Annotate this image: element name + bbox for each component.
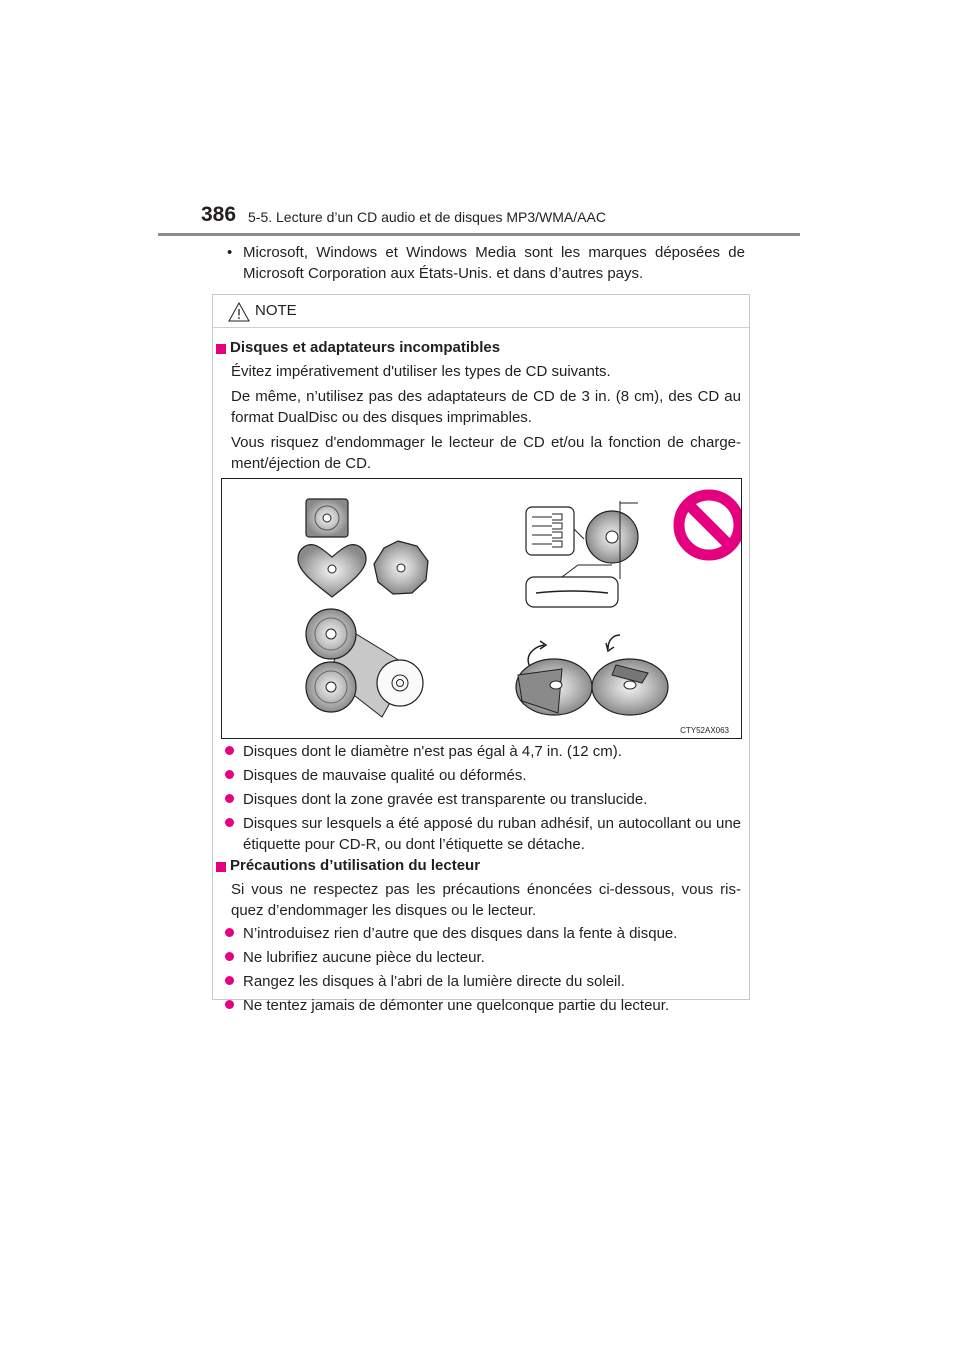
list-item-text: Rangez les disques à l’abri de la lumière directe du soleil. (243, 973, 625, 990)
peeling-label-disc-icon (516, 641, 592, 715)
section-square-icon (216, 344, 226, 354)
polygon-disc-icon (374, 541, 428, 594)
header-rule (158, 233, 800, 236)
heart-disc-icon (298, 545, 366, 597)
bullet-dot (225, 794, 234, 803)
bullet-mark: • (227, 244, 233, 261)
list-item-text: Disques sur lesquels a été apposé du ruban adhésif, un autocollant ou une étiquette pour CD-R, ou dont l’étiquette se détache. (243, 815, 741, 853)
list-item-text: Ne lubrifiez aucune pièce du lecteur. (243, 949, 485, 966)
paragraph: Évitez impérativement d'utiliser les types de CD suivants. (231, 363, 611, 380)
bullet-dot (225, 818, 234, 827)
square-disc-icon (306, 499, 348, 537)
list-item (221, 789, 741, 810)
bullet-dot (225, 928, 234, 937)
list-item-text: Disques dont la zone gravée est transparente ou translucide. (243, 791, 648, 808)
transparent-disc-icon (377, 660, 423, 706)
discs-illustration (222, 479, 742, 739)
section-square-icon (216, 862, 226, 872)
list-item (221, 923, 741, 944)
small-disc-icon (306, 609, 356, 659)
adapter-disc-icon (306, 662, 356, 712)
paragraph: Vous risquez d'endommager le lecteur de CD et/ou la fonction de charge-ment/éjection de CD. (231, 434, 741, 472)
page-number: 386 (201, 203, 237, 226)
list-item (221, 813, 741, 855)
list-item-text: N’introduisez rien d’autre que des disques dans la fente à disque. (243, 925, 678, 942)
list-item-text: Disques de mauvaise qualité ou déformés. (243, 767, 527, 784)
bullet-dot (225, 1000, 234, 1009)
list-item (221, 971, 741, 992)
list-item (221, 765, 741, 786)
running-header: 5-5. Lecture d’un CD audio et de disques MP3/WMA/AAC (248, 209, 606, 225)
list-item-text: Ne tentez jamais de démonter une quelconque partie du lecteur. (243, 997, 670, 1014)
note-header (213, 295, 749, 328)
bullet-dot (225, 952, 234, 961)
prohibition-icon (679, 495, 739, 555)
taped-disc-icon (592, 635, 668, 715)
paragraph: Si vous ne respectez pas les précautions énoncées ci-dessous, vous ris-quez d’endommager les disques ou le lecteur. (231, 881, 741, 919)
paragraph: De même, n’utilisez pas des adaptateurs de CD de 3 in. (8 cm), des CD au format DualDisc ou des disques imprimables. (231, 388, 741, 426)
list-item (221, 741, 741, 762)
figure-code: CTY52AX063 (680, 726, 729, 735)
section-title: Disques et adaptateurs incompatibles (230, 339, 501, 356)
bullet-dot (225, 746, 234, 755)
warped-disc-icon (526, 501, 638, 607)
list-item (221, 995, 741, 1016)
intro-note (222, 242, 745, 284)
warning-triangle-icon (228, 302, 250, 322)
incompatible-discs-figure (221, 478, 742, 739)
list-item (221, 947, 741, 968)
section-title: Précautions d’utilisation du lecteur (230, 857, 481, 874)
list-item-text: Disques dont le diamètre n'est pas égal à 4,7 in. (12 cm). (243, 743, 622, 760)
trademark-text: Microsoft, Windows et Windows Media sont les marques déposées de Microsoft Corporation aux États-Unis. et dans d’autres pays. (243, 244, 745, 282)
bullet-dot (225, 770, 234, 779)
bullet-dot (225, 976, 234, 985)
note-title: NOTE (255, 302, 297, 319)
